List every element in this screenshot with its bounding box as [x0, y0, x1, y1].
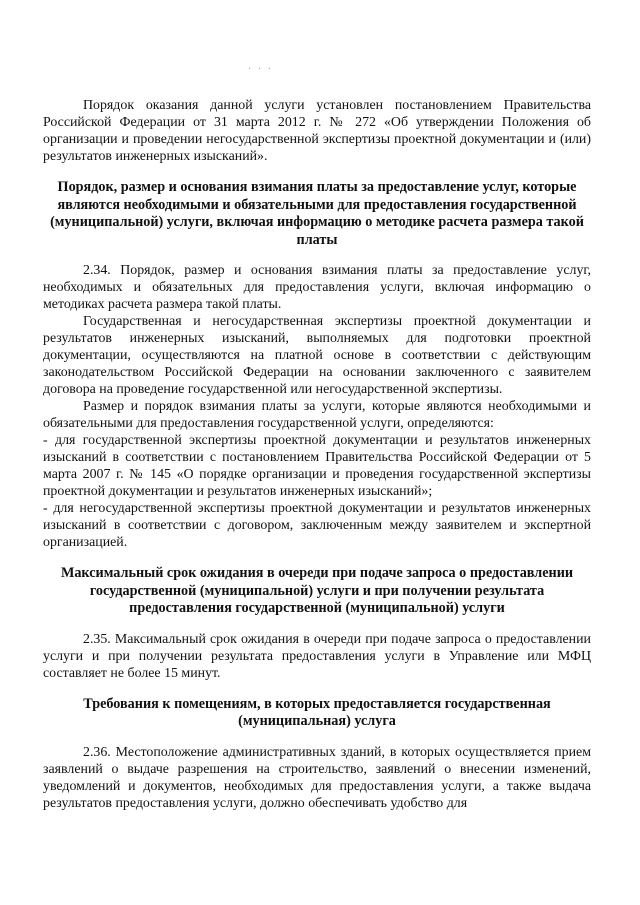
- section-heading-fee: Порядок, размер и основания взимания платы за предоставление услуг, которые являются необходимыми и обязательными для предоставления государственной (муниципальной) услуги, включая информацию о методике расчета размера такой платы: [50, 179, 584, 248]
- paragraph-2-36: 2.36. Местоположение административных зданий, в которых осуществляется прием заявлений о выдаче разрешения на строительство, заявлений о внесении изменений, уведомлений и документов, необходимых для предоставления услуги, а также выдача результатов предоставления услуги, должно обеспечивать удобство для: [43, 744, 591, 811]
- paragraph-fee-determination: Размер и порядок взимания платы за услуги, которые являются необходимыми и обязательными для предоставления государственной услуги, определяются:: [43, 399, 591, 431]
- section-heading-premises: Требования к помещениям, в которых предоставляется государственная (муниципальная) услуга: [83, 695, 551, 729]
- list-item-state-expertise: - для государственной экспертизы проектной документации и результатов инженерных изысканий в соответствии с постановлением Правительства Российской Федерации от 5 марта 2007 г. № 145 «О порядке организации и проведения государственной экспертизы проектной документации и результатов инженерных изысканий»;: [43, 433, 591, 499]
- document-body: [43, 97, 591, 812]
- paragraph-2-35: 2.35. Максимальный срок ожидания в очереди при подаче запроса о предоставлении услуги и при получении результата предоставления услуги в Управление или МФЦ составляет не более 15 минут.: [43, 631, 591, 681]
- paragraph-2-34: 2.34. Порядок, размер и основания взимания платы за предоставление услуг, необходимых и обязательных для предоставления услуги, включая информацию о методиках расчета размера такой платы.: [43, 263, 591, 312]
- list-item-nonstate-expertise: - для негосударственной экспертизы проектной документации и результатов инженерных изысканий в соответствии с договором, заключенным между заявителем и экспертной организацией.: [43, 501, 591, 550]
- scan-mark: · · ·: [248, 64, 273, 75]
- section-heading-wait: Максимальный срок ожидания в очереди при подаче запроса о предоставлении государственной (муниципальной) услуги и при получении результата предоставления государственной (муниципальной) услуги: [60, 565, 574, 616]
- paragraph-expertise-basis: Государственная и негосударственная экспертизы проектной документации и результатов инженерных изысканий, выполняемых для подготовки проектной документации, осуществляются на платной основе в соответствии с действующим законодательством Российской Федерации на основании заключенного с заявителем договора на проведение государственной или негосударственной экспертизы.: [43, 314, 591, 397]
- intro-paragraph: Порядок оказания данной услуги установлен постановлением Правительства Российской Федерации от 31 марта 2012 г. № 272 «Об утверждении Положения об организации и проведении негосударственной экспертизы проектной документации и (или) результатов инженерных изысканий».: [43, 98, 591, 164]
